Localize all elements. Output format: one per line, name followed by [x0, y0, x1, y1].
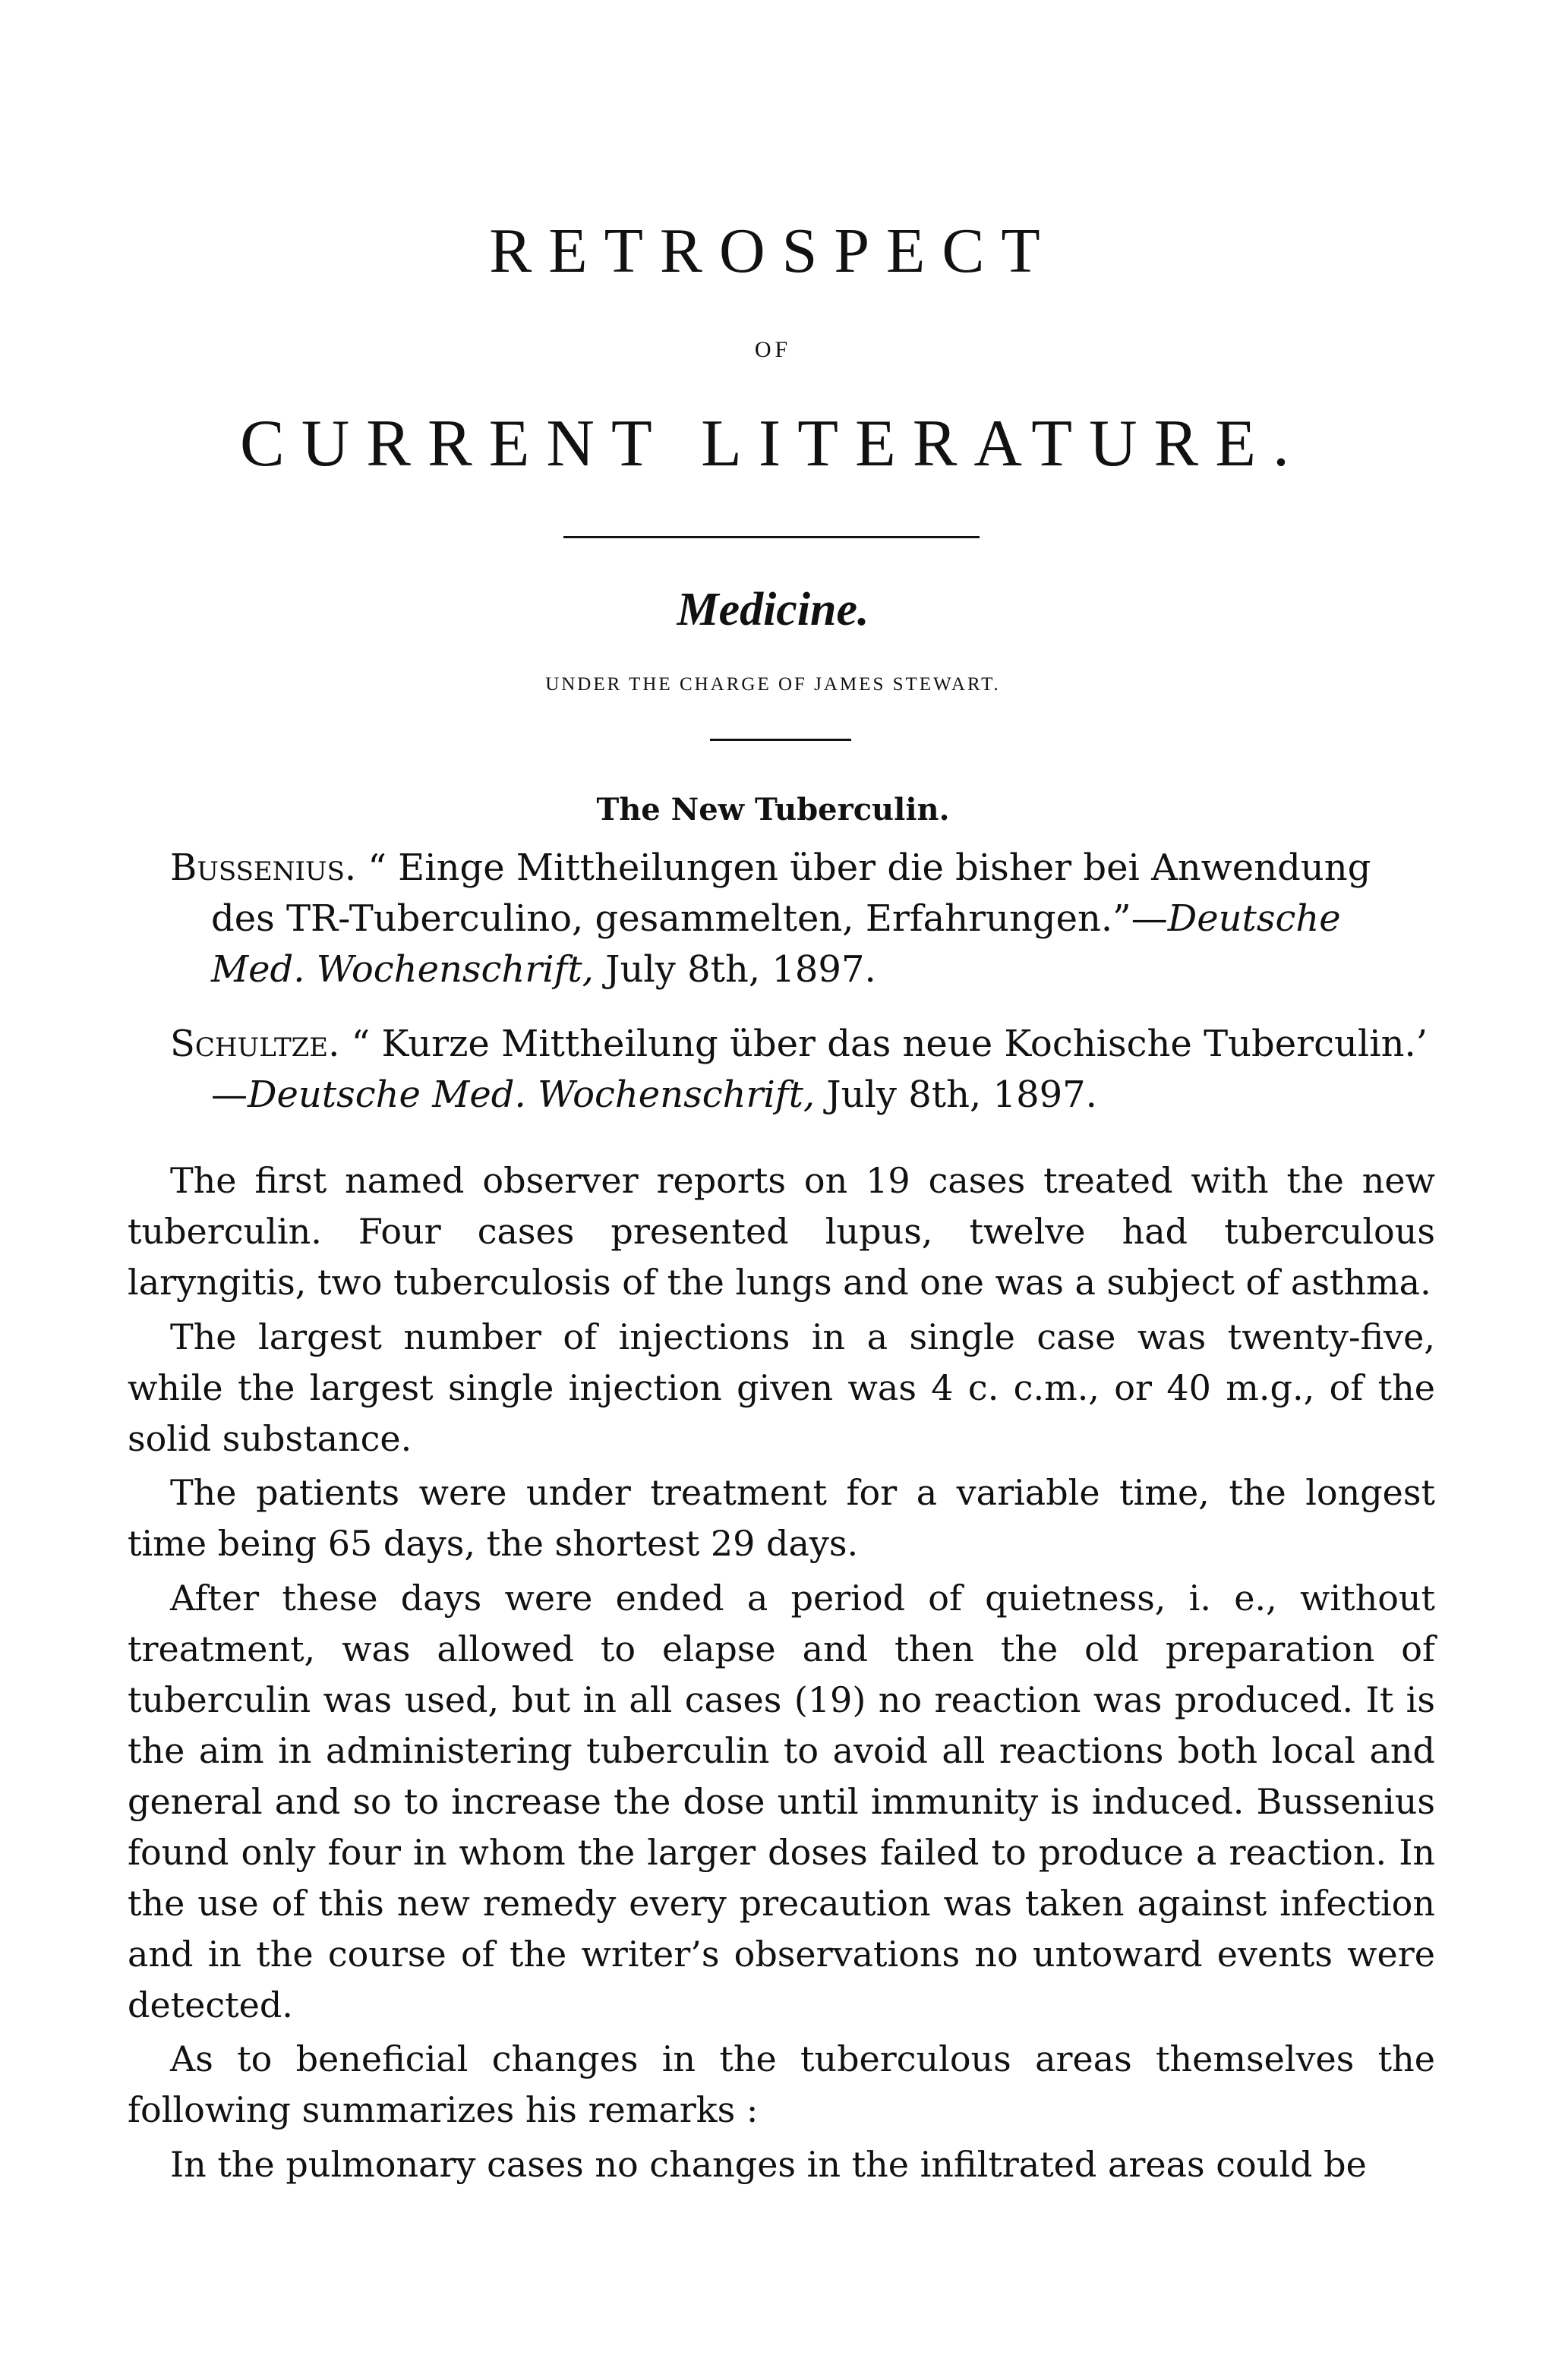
body-paragraph: In the pulmonary cases no changes in the infiltrated areas could be — [170, 2144, 1367, 2186]
reference-author: Bussenius. — [170, 846, 357, 889]
article-body — [128, 1155, 1435, 2190]
body-paragraph: After these days were ended a period of quietness, i. e., without treatment, was allowed to elapse and then the old preparation of tuberculin was used, but in all cases (19) no reaction was produced. It is the aim in administering tuberculin to avoid all reactions both local and general and so to increase the dose until immunity is induced. Bussenius found only four in whom the larger doses failed to produce a reaction. In the use of this new remedy every precaution was taken against infection and in the course of the writer’s observations no untoward events were detected. — [128, 1578, 1435, 2025]
reference-2 — [170, 1019, 1441, 1121]
section-title: Medicine. — [677, 584, 869, 635]
body-paragraph: As to beneficial changes in the tuberculous areas themselves the following summarizes his remarks : — [128, 2038, 1435, 2131]
section-rule — [710, 739, 851, 741]
reference-date: July 8th, 1897. — [815, 1073, 1097, 1116]
reference-text: “ Kurze Mittheilung über das neue Kochische Tuberculin.’ — — [211, 1023, 1428, 1116]
reference-journal: Deutsche Med. Wochenschrift, — [211, 897, 1341, 991]
body-paragraph: The first named observer reports on 19 cases treated with the new tuberculin. Four cases presented lupus, twelve had tuberculous laryngitis, two tuberculosis of the lungs and one was a subject of asthma. — [128, 1160, 1435, 1303]
body-paragraph: The patients were under treatment for a variable time, the longest time being 65 days, the shortest 29 days. — [128, 1472, 1435, 1565]
article-heading: The New Tuberculin. — [596, 792, 950, 828]
reference-text: “ Einge Mittheilungen über die bisher bei Anwendung des TR-Tuberculino, gesammelten, Erfahrungen.”— — [211, 846, 1371, 940]
body-paragraph: The largest number of injections in a single case was twenty-five, while the largest single injection given was 4 c. c.m., or 40 m.g., of the solid substance. — [128, 1316, 1435, 1459]
retrospect-title: RETROSPECT — [489, 216, 1057, 286]
reference-journal: Deutsche Med. Wochenschrift, — [248, 1073, 816, 1116]
current-literature-title: CURRENT LITERATURE. — [240, 407, 1306, 481]
reference-date: July 8th, 1897. — [593, 948, 876, 991]
reference-1 — [170, 843, 1441, 995]
section-editor: UNDER THE CHARGE OF JAMES STEWART. — [545, 674, 1001, 695]
title-of: OF — [754, 337, 792, 362]
title-rule — [563, 536, 980, 538]
reference-author: Schultze. — [170, 1023, 340, 1065]
